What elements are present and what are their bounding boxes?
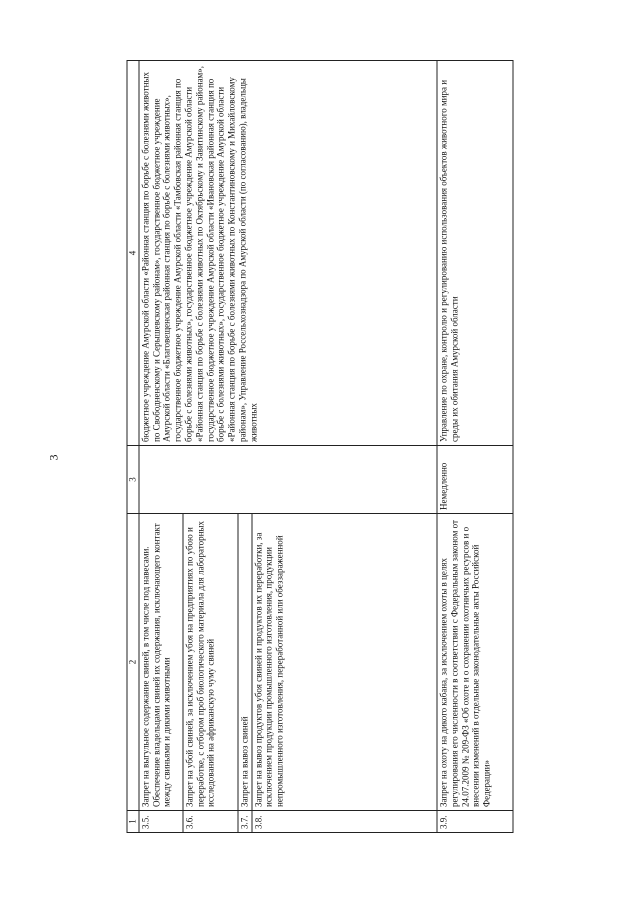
row-number: 3.7.	[238, 811, 252, 833]
header-cell: 3	[127, 446, 139, 514]
responsible-cell: бюджетное учреждение Амурской области «Районная станция по борьбе с болезнями животных по Свободненскому и Серышевскому районам», государственное бюджетное учреждение Амурской области «Благовещенская районная станция по борьбе с болезнями животных», государственное бюджетное учреждение Амурской области «Тамбовская районная станция по борьбе с болезнями животных», государственное бюджетное учреждение Амурской области «Районная станция по борьбе с болезнями животных по Октябрьскому и Завитинскому районам», государственное бюджетное учреждение Амурской области «Ивановская районная станция по борьбе с болезнями животных», государственное бюджетное учреждение Амурской области «Районная станция по борьбе с болезнями животных по Константиновскому и Михайловскому районам», Управление Россельхознадзора по Амурской области (по согласованию), владельцы животных	[139, 61, 437, 446]
header-cell: 4	[127, 61, 139, 446]
header-row	[127, 61, 139, 833]
deadline-cell: Немедленно	[437, 446, 513, 514]
header-cell: 1	[127, 811, 139, 833]
measure-text: Запрет на вывоз свиней	[238, 514, 252, 811]
row-number: 3.6.	[183, 811, 238, 833]
table-row	[139, 61, 183, 833]
responsible-cell: Управление по охране, контролю и регулированию использования объектов животного мира и среды их обитания Амурской области	[437, 61, 513, 446]
measure-text: Запрет на охоту на дикого кабана, за исключением охоты в целях регулирования его численности в соответствии с Федеральным законом от 24.07.2009 № 209-ФЗ «Об охоте и о сохранении охотничьих ресурсов и о внесении изменений в отдельные законодательные акты Российской Федерации»	[437, 514, 513, 811]
page-number: 3	[46, 454, 61, 461]
row-number: 3.9.	[437, 811, 513, 833]
measure-text: Запрет на убой свиней, за исключением убоя на предприятиях по убою и переработке, с отбором проб биологического материала для лабораторных исследований на африканскую чуму свиней	[183, 514, 238, 811]
measure-text: Запрет на вывоз продуктов убоя свиней и продуктов их переработки, за исключением продукции промышленного изготовления, продукции непромышленного изготовления, переработанной или обеззараженной	[252, 514, 437, 811]
row-number: 3.5.	[139, 811, 183, 833]
measures-table	[127, 60, 514, 833]
table-row	[437, 61, 513, 833]
deadline-cell	[139, 446, 437, 514]
rotated-page	[127, 61, 514, 833]
row-number: 3.8.	[252, 811, 437, 833]
measure-text: Запрет на выгульное содержание свиней, в том числе под навесами. Обеспечение владельцами свиней их содержания, исключающего контакт между свиньями и дикими животными	[139, 514, 183, 811]
header-cell: 2	[127, 514, 139, 811]
